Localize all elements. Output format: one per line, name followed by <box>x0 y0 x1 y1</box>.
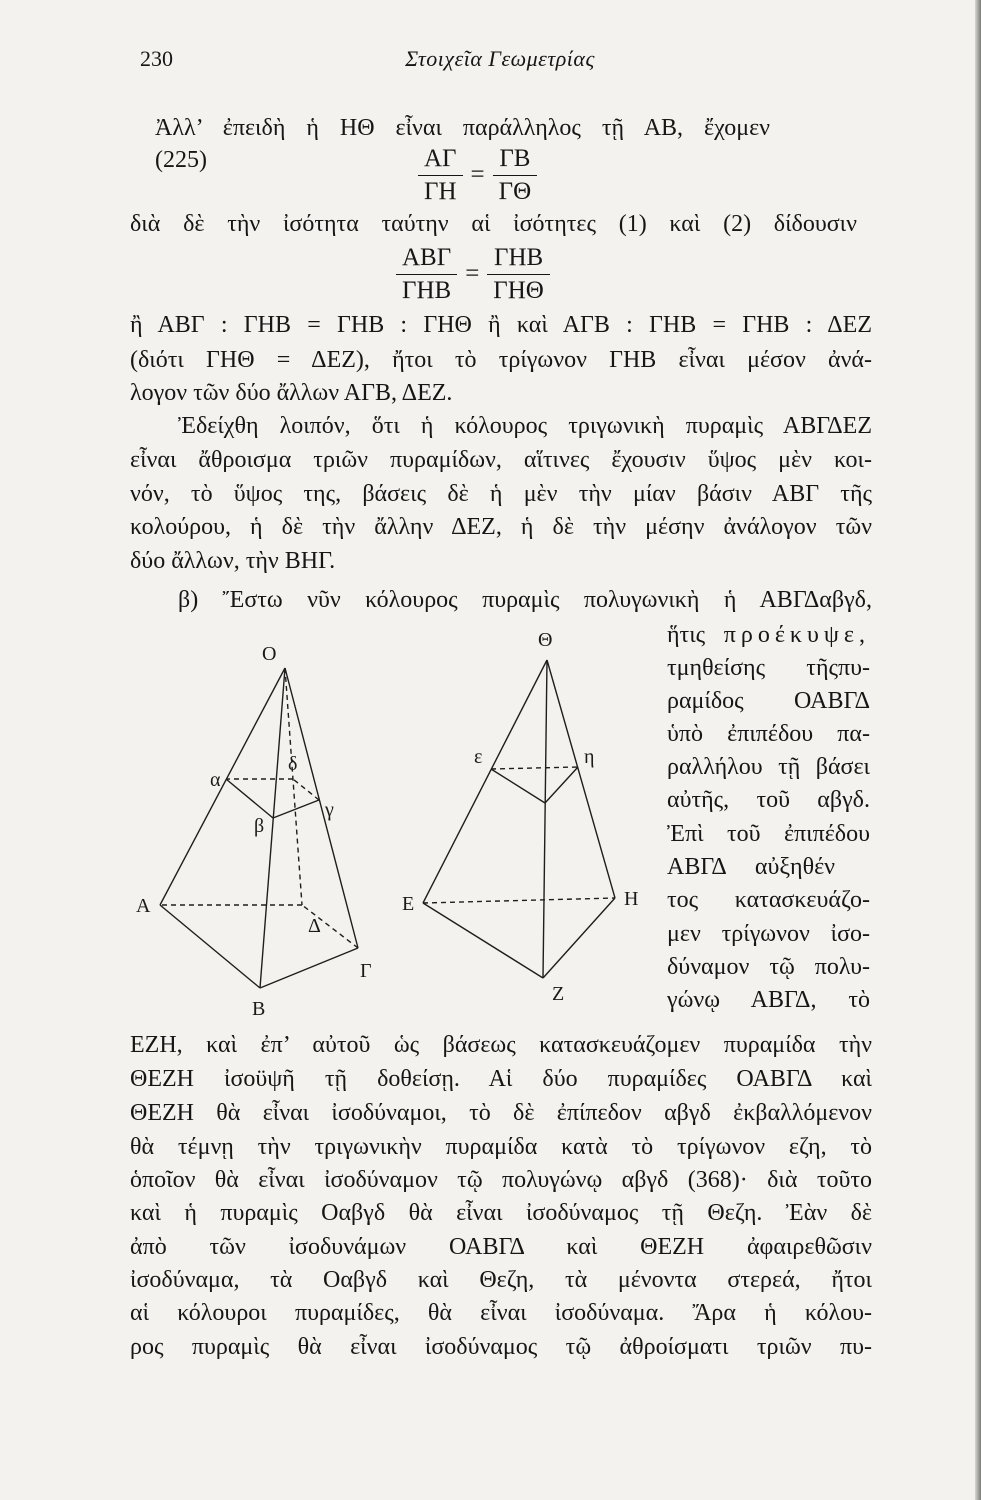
page-edge-shadow <box>975 0 981 1500</box>
label-epsilon: ε <box>474 746 483 768</box>
section-edge-z-h <box>545 767 578 803</box>
text-line: λογον τῶν δύο ἄλλων ΑΓΒ, ΔΕΖ. <box>130 380 453 406</box>
text-line: ἢ ΑΒΓ : ΓΗΒ = ΓΗΒ : ΓΗΘ ἢ καὶ ΑΓΒ : ΓΗΒ = ΓΗΒ : ΔΕΖ <box>130 312 872 338</box>
denominator: ΓΗΘ <box>487 274 550 306</box>
section-edge-e-h-hidden <box>491 767 578 769</box>
section-edge-e-z <box>491 769 545 803</box>
running-title: Στοιχεῖα Γεωμετρίας <box>405 46 595 71</box>
text-line <box>667 618 870 652</box>
base-edge-A-B <box>160 905 260 988</box>
text-line: ὁποῖον θὰ εἶναι ἰσοδύναμον τῷ πολυγώνῳ αβγδ (368)· διὰ τοῦτο <box>130 1167 872 1193</box>
text-line: δύο ἄλλων, τὴν ΒΗΓ. <box>130 548 336 574</box>
text-line: Ἐπὶ τοῦ ἐπιπέδου <box>667 821 870 847</box>
text-line: ΑΒΓΔ αὐξηθέν <box>667 854 835 880</box>
edge-Th-Z <box>543 660 547 978</box>
section-edge-a-b <box>226 779 273 818</box>
text-line: ἰσοδύναμα, τὰ Οαβγδ καὶ Θεζη, τὰ μένοντα στερεά, ἤτοι <box>130 1267 872 1293</box>
figure-truncated-pyramid <box>136 643 372 1020</box>
numerator: ΓΒ <box>499 145 531 172</box>
text-line: διὰ δὲ τὴν ἰσότητα ταύτην αἱ ἰσότητες (1) καὶ (2) δίδουσιν <box>130 211 857 237</box>
equation-number: (225) <box>155 147 207 173</box>
equals-sign: = <box>465 260 480 287</box>
pyramid-figures <box>130 620 650 1020</box>
label-Delta: Δ <box>308 915 321 937</box>
label-Gamma: Γ <box>360 960 372 982</box>
label-H: Η <box>624 888 639 910</box>
equation-ratio <box>396 242 550 306</box>
equation-225 <box>418 143 537 207</box>
edge-Th-E <box>423 660 547 903</box>
edge-O-G <box>285 668 358 948</box>
text-line: εἶναι ἄθροισμα τριῶν πυραμίδων, αἵτινες ἔχουσιν ὕψος μὲν κοι- <box>130 447 872 473</box>
edge-Th-H <box>547 660 615 898</box>
edge-O-D-hidden <box>285 668 302 905</box>
text-line: Ἐδείχθη λοιπόν, ὅτι ἡ κόλουρος τριγωνικὴ πυραμὶς ΑΒΓΔΕΖ <box>178 413 872 439</box>
numerator: ΑΒΓ <box>402 244 452 271</box>
text-line: ρος πυραμὶς θὰ εἶναι ἰσοδύναμος τῷ ἀθροίσματι τριῶν πυ- <box>130 1334 872 1360</box>
text-line: ΘΕΖΗ ἰσοϋψῆ τῇ δοθείσῃ. Αἱ δύο πυραμίδες ΟΑΒΓΔ καὶ <box>130 1066 872 1092</box>
text-line: αἱ κόλουροι πυραμίδες, θὰ εἶναι ἰσοδύναμα. Ἄρα ἡ κόλου- <box>130 1300 872 1326</box>
label-eta: η <box>584 746 595 768</box>
fraction <box>418 143 463 207</box>
text-line: ραμίδος ΟΑΒΓΔ <box>667 688 870 714</box>
base-edge-E-Z <box>423 903 543 978</box>
base-edge-E-H-hidden <box>423 898 615 903</box>
figure-triangular-pyramid <box>402 629 638 1005</box>
label-alpha: α <box>210 769 221 791</box>
numerator: ΑΓ <box>424 145 457 172</box>
text-line: ραλλήλου τῇ βάσει <box>667 754 870 780</box>
text-line: κολούρου, ἡ δὲ τὴν ἄλλην ΔΕΖ, ἡ δὲ τὴν μέσην ἀνάλογον τῶν <box>130 514 872 540</box>
equals-sign: = <box>470 161 485 188</box>
base-edge-B-G <box>260 948 358 988</box>
fraction <box>493 143 538 207</box>
label-Z: Ζ <box>552 983 565 1005</box>
label-gamma: γ <box>325 799 334 821</box>
text-line: ἀπὸ τῶν ἰσοδυνάμων ΟΑΒΓΔ καὶ ΘΕΖΗ ἀφαιρεθῶσιν <box>130 1234 872 1260</box>
emphasized-word: προέκυψε, <box>723 622 870 648</box>
text-line: θὰ τέμνῃ τὴν τριγωνικὴν πυραμίδα κατὰ τὸ τρίγωνον εζη, τὸ <box>130 1134 872 1160</box>
text-line: αὐτῆς, τοῦ αβγδ. <box>667 787 870 813</box>
text-line: ὑπὸ ἐπιπέδου πα- <box>667 721 870 747</box>
label-E: Ε <box>402 893 415 915</box>
text-line: καὶ ἡ πυραμὶς Οαβγδ θὰ εἶναι ἰσοδύναμος τῇ Θεζη. Ἐὰν δὲ <box>130 1200 872 1226</box>
text-line: (διότι ΓΗΘ = ΔΕΖ), ἤτοι τὸ τρίγωνον ΓΗΒ εἶναι μέσον ἀνά- <box>130 347 872 373</box>
text-line: ΘΕΖΗ θὰ εἶναι ἰσοδύναμοι, τὸ δὲ ἐπίπεδον αβγδ ἐκβαλλόμενον <box>130 1100 872 1126</box>
text-line: τμηθείσης τῆςπυ- <box>667 655 870 681</box>
page-number: 230 <box>140 46 173 71</box>
text-line: μεν τρίγωνον ἰσο- <box>667 921 870 947</box>
edge-O-A <box>160 668 285 905</box>
fraction <box>487 242 550 306</box>
text-line: β) Ἔστω νῦν κόλουρος πυραμὶς πολυγωνικὴ ἡ ΑΒΓΔαβγδ, <box>178 587 872 613</box>
numerator: ΓΗΒ <box>493 244 544 271</box>
label-A: Α <box>136 895 151 917</box>
label-apex-Theta: Θ <box>538 629 553 651</box>
text-line: Ἀλλ’ ἐπειδὴ ἡ ΗΘ εἶναι παράλληλος τῇ ΑΒ, ἔχομεν <box>155 115 770 141</box>
label-apex-O: Ο <box>262 643 277 665</box>
denominator: ΓΗΒ <box>396 274 457 306</box>
text-line: νόν, τὸ ὕψος της, βάσεις δὲ ἡ μὲν τὴν μίαν βάσιν ΑΒΓ τῆς <box>130 481 872 507</box>
denominator: ΓΗ <box>418 175 463 207</box>
fraction <box>396 242 457 306</box>
text-line: τος κατασκευάζο- <box>667 887 870 913</box>
base-edge-Z-H <box>543 898 615 978</box>
text-line: γώνῳ ΑΒΓΔ, τὸ <box>667 987 870 1013</box>
text-line: ΕΖΗ, καὶ ἐπ’ αὐτοῦ ὡς βάσεως κατασκευάζομεν πυραμίδα τὴν <box>130 1032 872 1058</box>
label-delta: δ <box>288 753 298 775</box>
label-beta: β <box>254 815 265 837</box>
denominator: ΓΘ <box>493 175 538 207</box>
label-B: Β <box>252 998 266 1020</box>
word: ἥτις <box>667 622 706 648</box>
text-line: δύναμον τῷ πολυ- <box>667 954 870 980</box>
